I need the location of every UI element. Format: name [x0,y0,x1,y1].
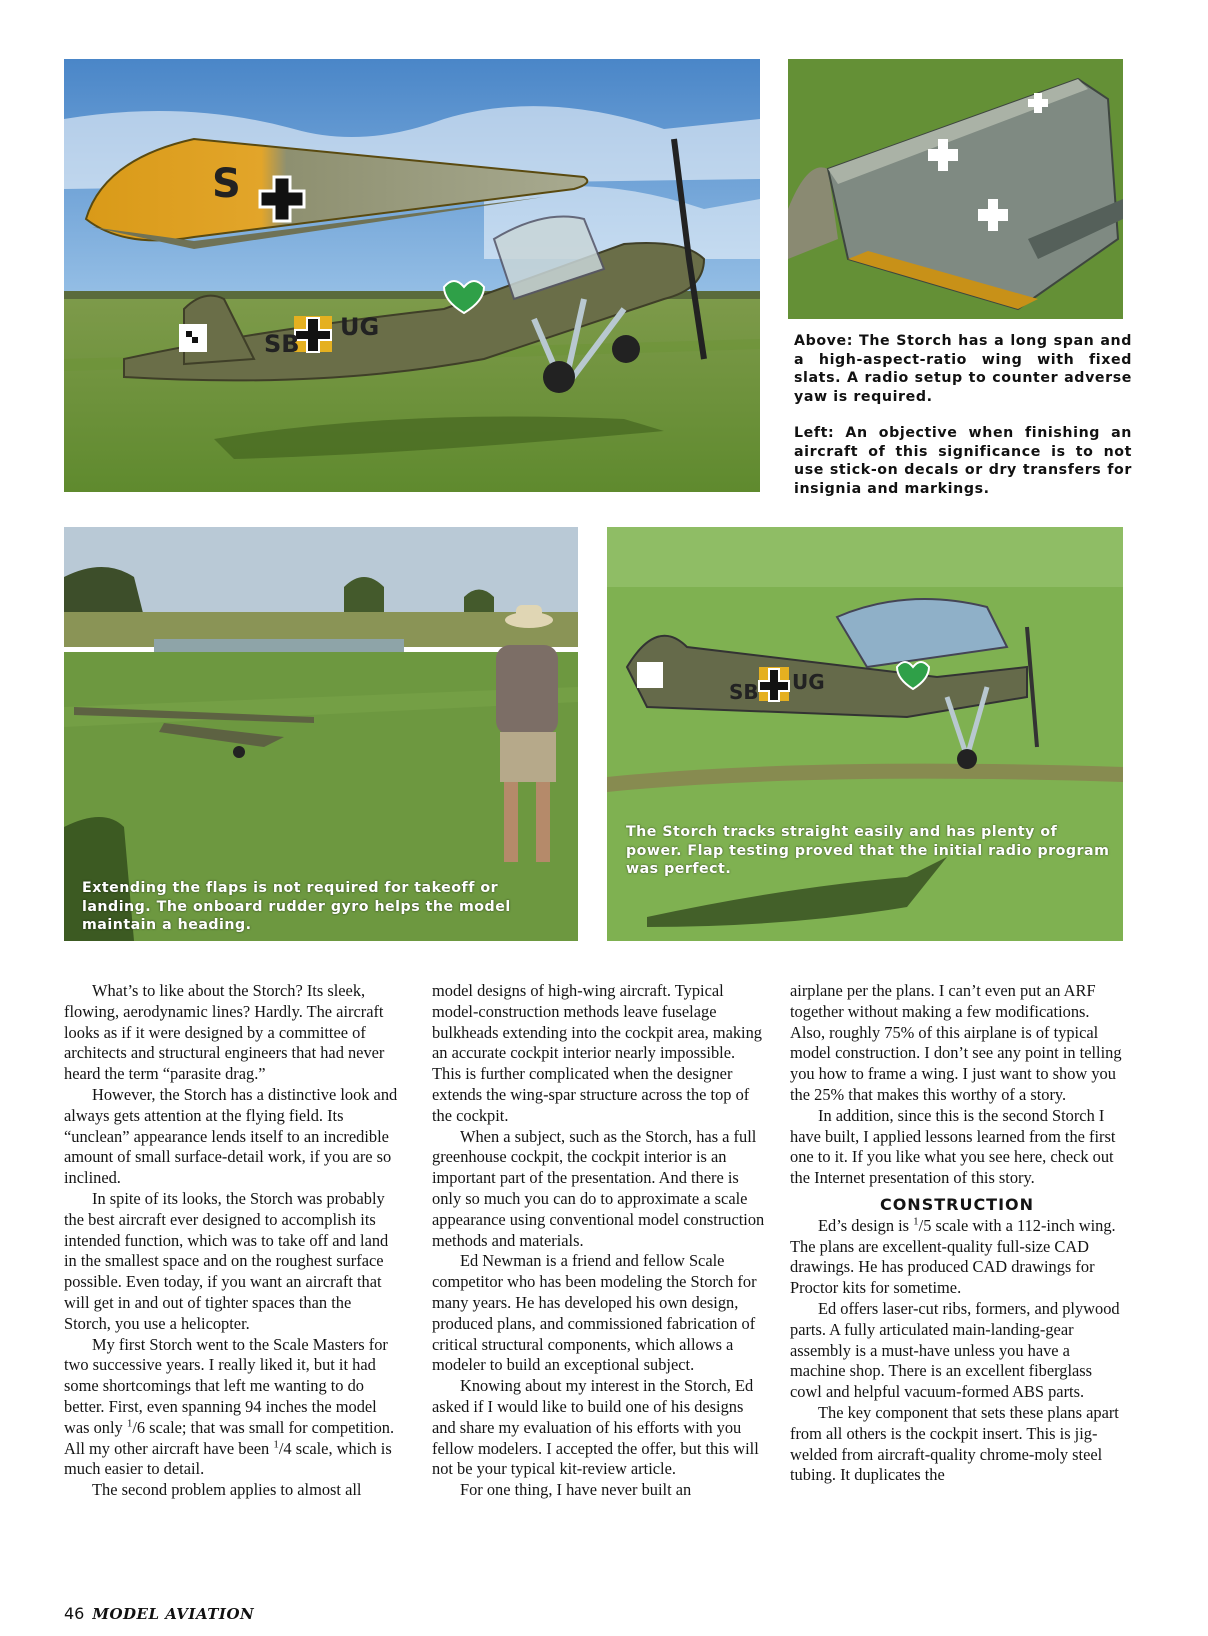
paragraph: What’s to like about the Storch? Its sleek, flowing, aerodynamic lines? Hardly. The aircraft looks as if it were designed by a committee of architects and structural engineers that had never heard the term “parasite drag.” [64,981,385,1084]
photo-storch-parked [64,59,760,492]
wing-code: S [212,161,241,207]
caption-tracks: The Storch tracks straight easily and has plenty of power. Flap testing proved that the initial radio program was perfect. [626,824,1110,877]
photo-storch-wing-slats [788,59,1123,319]
caption-above: Above: The Storch has a long span and a high-aspect-ratio wing with fixed slats. A radio setup to counter adverse yaw is required. [794,333,1132,405]
paragraph: Ed’s design is $^1$/5 scale with a 112-inch wing. The plans are excellent-quality full-size CAD drawings. He has produced CAD drawings for Proctor kits for sometime. [790,1215,1116,1298]
column-1 [64,981,398,1501]
paragraph: However, the Storch has a distinctive look and always gets attention at the flying field. Its “unclean” appearance lends itself to an incredible amount of small surface-detail work, if you are so inclined. [64,1084,398,1188]
paragraph: In spite of its looks, the Storch was probably the best aircraft ever designed to accomplish its intended function, which was to take off and land in the smallest space and on the roughest surface possible. Even today, if you want an aircraft that will get in and out of tighter spaces than the Storch, you use a helicopter. [64,1188,389,1333]
paragraph: airplane per the plans. I can’t even put an ARF together without making a few modifications. Also, roughly 75% of this airplane is of typical model construction. I don’t see any point in telling you how to frame a wing. I just want to show you the 25% that makes this worthy of a story. [790,981,1122,1104]
section-heading: CONSTRUCTION [879,1194,1035,1214]
fuselage-code-a: SB [264,330,300,358]
paragraph: When a subject, such as the Storch, has a full greenhouse cockpit, the cockpit interior is an important part of the presentation. And there is only so much you can do to approximate a scale appearance using conventional model construction methods and materials. [432,1126,765,1250]
paragraph: For one thing, I have never built an [460,1480,692,1500]
paragraph: Ed Newman is a friend and fellow Scale competitor who has been modeling the Storch for many years. He has developed his own design, produced plans, and commissioned fabrication of critical structural components, which allows a modeler to build an exceptional subject. [432,1251,757,1375]
photo-storch-flight [607,527,1123,941]
flight-code-a: SB [729,680,759,704]
paragraph: My first Storch went to the Scale Masters for two successive years. I really liked it, but it had some shortcomings that left me wanting to do better. First, even spanning 94 inches the model was only $^1$/6 scale; that was small for competition. All my other aircraft have been $^1$/4 scale, which is much easier to detail. [64,1334,395,1479]
paragraph: The key component that sets these plans apart from all others is the cockpit insert. This is jig-welded from aircraft-quality chrome-moly steel tubing. It duplicates the [790,1402,1119,1485]
paragraph: Knowing about my interest in the Storch, Ed asked if I would like to build one of his designs and share my evaluation of his efforts with you fellow modelers. I accepted the offer, but this will not be your typical kit-review article. [432,1376,759,1479]
side-captions [794,332,1132,516]
page-number: 46 [64,1604,85,1623]
page-footer [64,1604,254,1623]
column-2 [432,981,766,1501]
flight-code-b: UG [792,670,825,694]
paragraph: model designs of high-wing aircraft. Typical model-construction methods leave fuselage bulkheads extending into the cockpit area, making an accurate cockpit interior nearly impossible. This is further complicated when the designer extends the wing-spar structure across the top of the cockpit. [432,981,762,1125]
column-3 [790,981,1124,1486]
caption-flaps: Extending the flaps is not required for takeoff or landing. The onboard rudder gyro helps the model maintain a heading. [82,880,511,933]
paragraph: The second problem applies to almost all [92,1480,362,1500]
caption-left: Left: An objective when finishing an aircraft of this significance is to not use stick-on decals or dry transfers for insignia and markings. [794,425,1132,497]
magazine-name: MODEL AVIATION [92,1605,255,1623]
paragraph: In addition, since this is the second Storch I have built, I applied lessons learned from the first one to it. If you like what you see here, check out the Internet presentation of this story. [790,1105,1116,1188]
fuselage-code-b: UG [340,313,380,341]
paragraph: Ed offers laser-cut ribs, formers, and plywood parts. A fully articulated main-landing-gear assembly is a must-have unless you have a machine shop. There is an excellent fiberglass cowl and helpful vacuum-formed ABS parts. [790,1298,1120,1402]
